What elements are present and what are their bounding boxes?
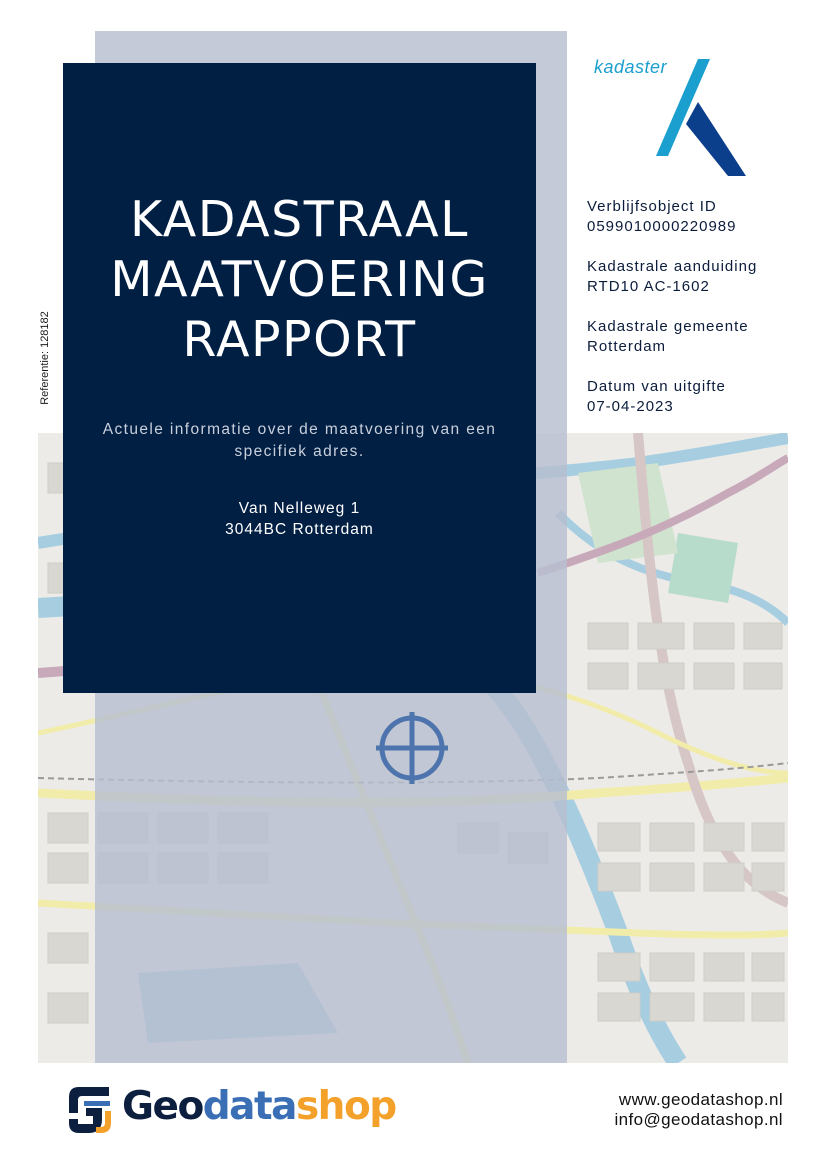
- info-value: 0599010000220989: [587, 218, 737, 235]
- report-title-line: MAATVOERING: [110, 251, 489, 308]
- website-link[interactable]: www.geodatashop.nl: [618, 1090, 783, 1109]
- info-value: Rotterdam: [587, 338, 667, 355]
- contact-info: [614, 1090, 783, 1130]
- info-value: 07-04-2023: [587, 398, 674, 415]
- report-title-line: KADASTRAAL: [130, 191, 469, 248]
- geodatashop-logo-icon: [65, 1083, 115, 1133]
- info-block-cadastral-designation: [587, 257, 817, 297]
- info-block-municipality: [587, 317, 817, 357]
- kadaster-logo-icon: [590, 54, 750, 180]
- address-street: Van Nelleweg 1: [238, 500, 361, 517]
- geodatashop-logo-text: [122, 1082, 396, 1132]
- info-value: RTD10 AC-1602: [587, 278, 710, 295]
- info-label: Verblijfsobject ID: [587, 198, 717, 215]
- report-title: [63, 190, 536, 370]
- kadaster-logo-text: kadaster: [594, 57, 668, 77]
- crosshair-target-icon: [375, 711, 449, 785]
- reference-number: Referentie: 128182: [39, 311, 51, 405]
- report-title-line: RAPPORT: [182, 311, 417, 368]
- property-info: [587, 197, 817, 437]
- report-address: [63, 498, 536, 540]
- info-label: Kadastrale gemeente: [587, 318, 749, 335]
- cover-title-box: [63, 63, 536, 693]
- info-block-issue-date: [587, 377, 817, 417]
- address-postcode-city: 3044BC Rotterdam: [225, 521, 374, 538]
- info-block-object-id: [587, 197, 817, 237]
- brand-part-geo: Geo: [122, 1084, 203, 1129]
- report-subtitle: Actuele informatie over de maatvoering van een specifiek adres.: [102, 421, 497, 460]
- info-label: Kadastrale aanduiding: [587, 258, 758, 275]
- info-label: Datum van uitgifte: [587, 378, 726, 395]
- brand-part-data: data: [202, 1084, 296, 1129]
- brand-part-shop: shop: [295, 1084, 396, 1129]
- email-link[interactable]: info@geodatashop.nl: [614, 1110, 783, 1129]
